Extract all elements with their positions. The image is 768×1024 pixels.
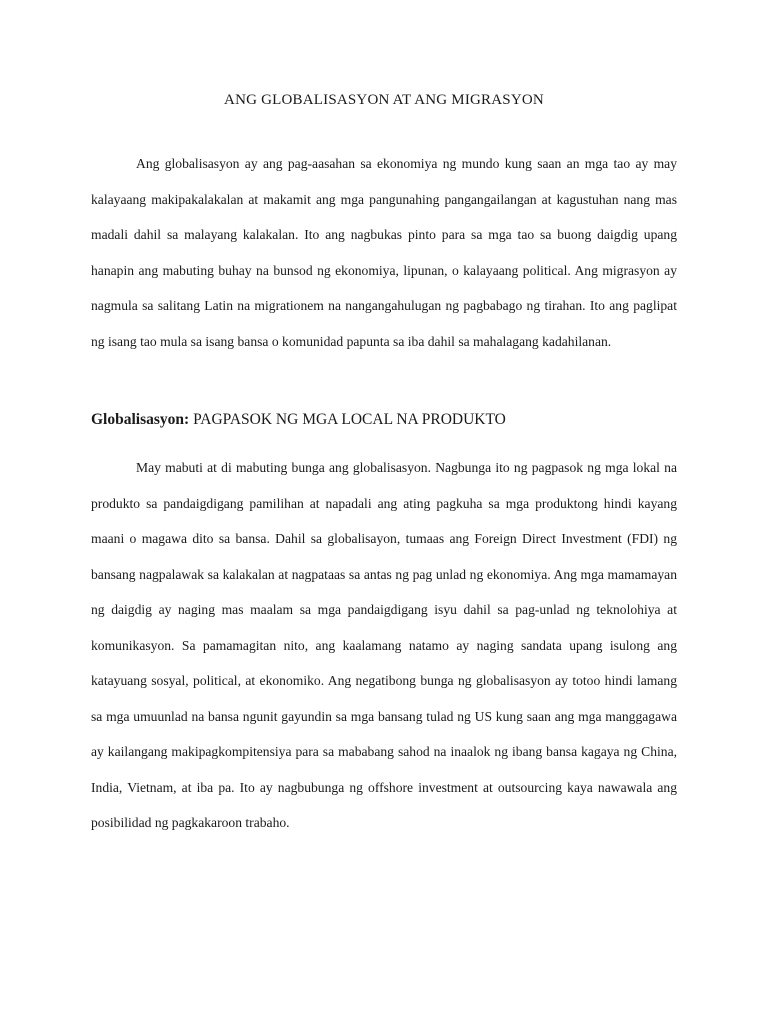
paragraph-globalisasyon-effects: May mabuti at di mabuting bunga ang globalisasyon. Nagbunga ito ng pagpasok ng mga lokal na produkto sa pandaigdigang pamilihan at napadali ang ating pagkuha sa mga produktong hindi kayang maani o magawa dito sa bansa. Dahil sa globalisayon, tumaas ang Foreign Direct Investment (FDI) ng bansang nagpalawak sa kalakalan at nagpataas sa antas ng pag unlad ng ekonomiya. Ang mga mamamayan ng daigdig ay naging mas maalam sa mga pandaigdigang isyu dahil sa pag-unlad ng teknolohiya at komunikasyon. Sa pamamagitan nito, ang kaalamang natamo ay naging sandata upang isulong ang katayuang sosyal, political, at ekonomiko. Ang negatibong bunga ng globalisasyon ay totoo hindi lamang sa mga umuunlad na bansa ngunit gayundin sa mga bansang tulad ng US kung saan ang mga manggagawa ay kailangang makipagkompitensiya para sa mababang sahod na inaalok ng ibang bansa kagaya ng China, India, Vietnam, at iba pa. Ito ay nagbubunga ng offshore investment at outsourcing kaya nawawala ang posibilidad ng pagkakaroon trabaho. (91, 460, 677, 830)
document-title: ANG GLOBALISASYON AT ANG MIGRASYON (224, 92, 544, 108)
section-heading (91, 411, 506, 429)
section-heading-text: PAGPASOK NG MGA LOCAL NA PRODUKTO (193, 411, 506, 428)
paragraph-introduction: Ang globalisasyon ay ang pag-aasahan sa ekonomiya ng mundo kung saan an mga tao ay may kalayaang makipakalakalan at makamit ang mga pangunahing pangangailangan at kagustuhan nang mas madali dahil sa malayang kalakalan. Ito ang nagbukas pinto para sa mga tao sa buong daigdig upang hanapin ang mabuting buhay na bunsod ng ekonomiya, lipunan, o kalayaang political. Ang migrasyon ay nagmula sa salitang Latin na migrationem na nangangahulugan ng pagbabago ng tirahan. Ito ang paglipat ng isang tao mula sa isang bansa o komunidad papunta sa iba dahil sa mahalagang kadahilanan. (91, 156, 677, 349)
section-heading-lead: Globalisasyon: (91, 411, 190, 428)
